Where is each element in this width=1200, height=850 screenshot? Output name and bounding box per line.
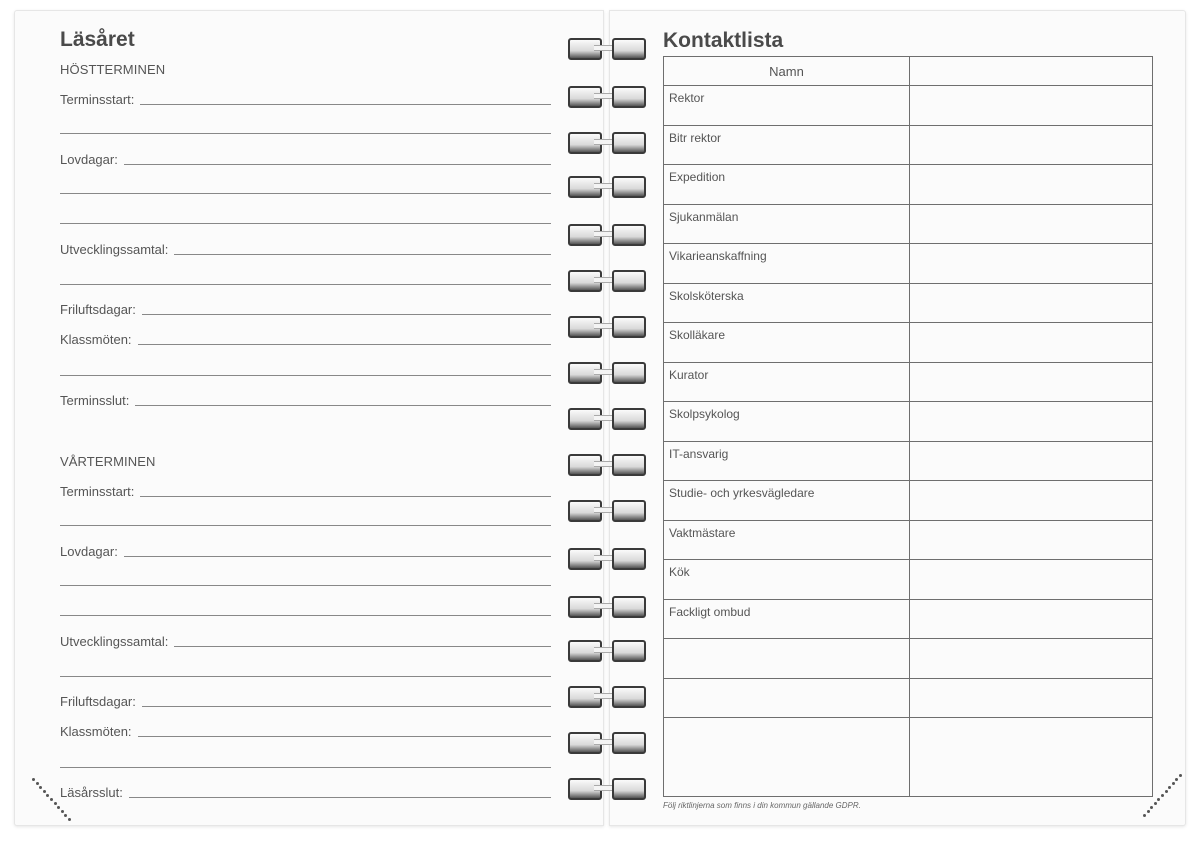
- corner-dot: [36, 782, 39, 785]
- autumn-outdoor-days-field[interactable]: [60, 298, 551, 318]
- section-heading-spring: VÅRTERMINEN: [60, 454, 156, 469]
- section-heading-autumn: HÖSTTERMINEN: [60, 62, 166, 77]
- table-row[interactable]: [664, 126, 1152, 166]
- corner-dot: [1172, 782, 1175, 785]
- spring-outdoor-days-label: Friluftsdagar:: [60, 694, 136, 709]
- table-row[interactable]: [664, 481, 1152, 521]
- table-row[interactable]: [664, 560, 1152, 600]
- table-row[interactable]: [664, 205, 1152, 245]
- table-row[interactable]: [664, 363, 1152, 403]
- corner-dot: [50, 798, 53, 801]
- contact-role-cell: Sjukanmälan: [669, 209, 739, 224]
- table-row[interactable]: [664, 600, 1152, 640]
- contact-role-cell: Vaktmästare: [669, 525, 736, 540]
- autumn-development-talks-field[interactable]: [60, 238, 551, 258]
- spiral-ring: [568, 174, 644, 198]
- table-row[interactable]: [664, 521, 1152, 561]
- year-end-field[interactable]: [60, 781, 551, 801]
- spiral-ring: [568, 268, 644, 292]
- contact-role-cell: Studie- och yrkesvägledare: [669, 486, 815, 500]
- table-row[interactable]: [664, 323, 1152, 363]
- corner-dot: [1161, 794, 1164, 797]
- write-line: [60, 133, 551, 134]
- contact-role-cell: Vikarieanskaffning: [669, 249, 767, 263]
- autumn-term-end-label: Terminsslut:: [60, 393, 130, 408]
- spiral-ring: [568, 130, 644, 154]
- autumn-term-end-field[interactable]: [60, 389, 551, 409]
- spiral-ring: [568, 452, 644, 476]
- spiral-ring: [568, 84, 644, 108]
- table-header-row: [664, 57, 1152, 86]
- spiral-ring: [568, 498, 644, 522]
- write-line: [142, 314, 551, 315]
- contact-role-cell: Bitr rektor: [669, 130, 722, 145]
- page-title-lasaret: Läsåret: [60, 28, 135, 51]
- table-row[interactable]: [664, 639, 1152, 679]
- spring-term-start-label: Terminsstart:: [60, 484, 135, 499]
- spiral-ring: [568, 684, 644, 708]
- table-row[interactable]: [664, 86, 1152, 126]
- write-line: [138, 344, 551, 345]
- write-line: [60, 223, 551, 224]
- write-line: [60, 615, 551, 616]
- corner-dot: [1179, 774, 1182, 777]
- write-line: [60, 193, 551, 194]
- write-line: [60, 767, 551, 768]
- spring-outdoor-days-field[interactable]: [60, 690, 551, 710]
- corner-dot: [43, 790, 46, 793]
- table-row[interactable]: [664, 679, 1152, 719]
- spring-development-talks-field[interactable]: [60, 630, 551, 650]
- write-line: [142, 706, 551, 707]
- contact-role-cell: Skolpsykolog: [669, 407, 740, 421]
- contact-role-cell: Fackligt ombud: [669, 604, 751, 619]
- autumn-term-start-field[interactable]: [60, 88, 551, 108]
- table-row[interactable]: [664, 284, 1152, 324]
- write-line: [129, 797, 551, 798]
- corner-dot: [1165, 790, 1168, 793]
- spiral-ring: [568, 222, 644, 246]
- contact-role-cell: Kök: [669, 565, 690, 579]
- spring-class-meetings-label: Klassmöten:: [60, 724, 132, 739]
- corner-dot: [61, 810, 64, 813]
- autumn-outdoor-days-label: Friluftsdagar:: [60, 302, 136, 317]
- contact-role-cell: Skolsköterska: [669, 288, 744, 303]
- write-line: [174, 254, 551, 255]
- table-row[interactable]: [664, 244, 1152, 284]
- spiral-ring: [568, 36, 644, 60]
- write-line: [60, 525, 551, 526]
- page-title-kontaktlista: Kontaktlista: [663, 29, 784, 52]
- write-line: [60, 375, 551, 376]
- autumn-class-meetings-label: Klassmöten:: [60, 332, 132, 347]
- write-line: [124, 164, 551, 165]
- corner-dot: [68, 818, 71, 821]
- write-line: [174, 646, 551, 647]
- spring-class-meetings-field[interactable]: [60, 720, 551, 740]
- spring-holidays-field[interactable]: [60, 540, 551, 560]
- spiral-ring: [568, 594, 644, 618]
- table-row[interactable]: [664, 402, 1152, 442]
- spiral-ring: [568, 314, 644, 338]
- table-row[interactable]: [664, 718, 1152, 758]
- gdpr-footnote: Följ riktlinjerna som finns i din kommun gällande GDPR.: [663, 801, 861, 810]
- write-line: [135, 405, 551, 406]
- contact-role-cell: Rektor: [669, 91, 705, 105]
- autumn-holidays-field[interactable]: [60, 148, 551, 168]
- contact-table: [663, 56, 1153, 797]
- write-line: [60, 676, 551, 677]
- table-header-name: Namn: [769, 64, 804, 79]
- write-line: [140, 104, 551, 105]
- contact-role-cell: IT-ansvarig: [669, 446, 729, 461]
- write-line: [140, 496, 551, 497]
- year-end-label: Läsårsslut:: [60, 785, 123, 800]
- spiral-ring: [568, 638, 644, 662]
- autumn-term-start-label: Terminsstart:: [60, 92, 135, 107]
- spiral-ring: [568, 360, 644, 384]
- corner-dot: [1154, 802, 1157, 805]
- contact-role-cell: Kurator: [669, 367, 709, 382]
- table-row[interactable]: [664, 442, 1152, 482]
- spiral-ring: [568, 730, 644, 754]
- write-line: [60, 284, 551, 285]
- spring-term-start-field[interactable]: [60, 480, 551, 500]
- spiral-ring: [568, 406, 644, 430]
- corner-dot: [32, 778, 35, 781]
- autumn-holidays-label: Lovdagar:: [60, 152, 118, 167]
- write-line: [60, 585, 551, 586]
- corner-dot: [1143, 814, 1146, 817]
- autumn-class-meetings-field[interactable]: [60, 328, 551, 348]
- write-line: [138, 736, 551, 737]
- contact-role-cell: Expedition: [669, 170, 726, 184]
- spiral-ring: [568, 546, 644, 570]
- table-row[interactable]: [664, 165, 1152, 205]
- spring-holidays-label: Lovdagar:: [60, 544, 118, 559]
- spring-development-talks-label: Utvecklingssamtal:: [60, 634, 169, 649]
- spiral-ring: [568, 776, 644, 800]
- corner-dot: [54, 802, 57, 805]
- write-line: [124, 556, 551, 557]
- corner-dot: [1147, 810, 1150, 813]
- autumn-development-talks-label: Utvecklingssamtal:: [60, 242, 169, 257]
- contact-role-cell: Skolläkare: [669, 328, 726, 342]
